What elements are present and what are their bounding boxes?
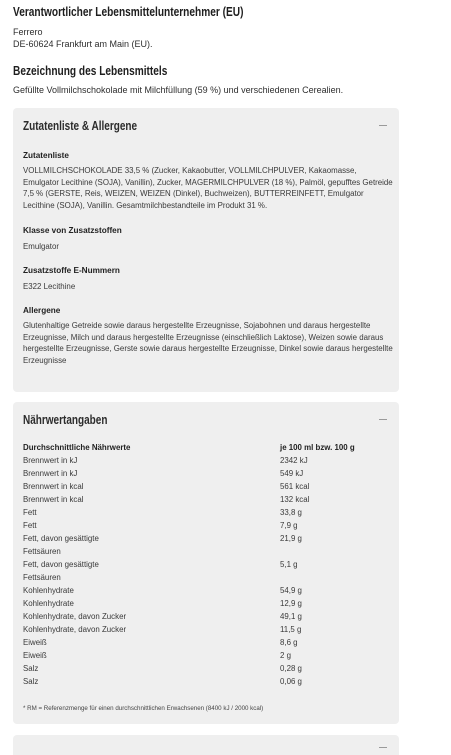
nutrition-row-continuation	[23, 547, 393, 560]
e-numbers-heading: Zusatzstoffe E-Nummern	[23, 266, 120, 275]
next-panel[interactable]	[13, 735, 399, 755]
nutrient-value: 561 kcal	[280, 482, 310, 491]
nutrient-value: 33,8 g	[280, 508, 302, 517]
nutrition-row	[23, 586, 393, 599]
nutrient-value: 54,9 g	[280, 586, 302, 595]
nutrition-row	[23, 651, 393, 664]
nutrient-label: Brennwert in kcal	[23, 482, 84, 491]
nutrient-label: Salz	[23, 677, 39, 686]
nutrient-label: Fett, davon gesättigte	[23, 534, 99, 543]
e-numbers-text: E322 Lecithine	[23, 282, 76, 291]
nutrient-label: Kohlenhydrate, davon Zucker	[23, 625, 127, 634]
operator-heading: Verantwortlicher Lebensmittelunternehmer (EU)	[13, 4, 244, 19]
nutrition-row	[23, 521, 393, 534]
nutrition-footnote: * RM = Referenzmenge für einen durchschnittlichen Erwachsenen (8400 kJ / 2000 kcal)	[23, 705, 264, 712]
collapse-icon[interactable]	[379, 419, 387, 420]
nutrition-panel	[13, 402, 399, 724]
nutrient-value: 49,1 g	[280, 612, 302, 621]
nutrient-label: Kohlenhydrate	[23, 599, 74, 608]
nutrient-label: Brennwert in kcal	[23, 495, 84, 504]
ingredients-text: VOLLMILCHSCHOKOLADE 33,5 % (Zucker, Kakaobutter, VOLLMILCHPULVER, Kakaomasse, Emulgator Lecithine (SOJA), Vanillin), Zucker, MAGERMILCHPULVER (18 %), Palmöl, gepufftes Getreide 7,5 % (GERSTE, Reis, WEIZEN, WEIZEN (Dinkel), Buchweizen), BUTTERREINFETT, Emulgator Lecithine (SOJA), Vanillin. Gesamtmilchbestandteile im Produkt 31 %.	[23, 166, 393, 210]
operator-name: Ferrero	[13, 27, 43, 37]
nutrient-label: Eiweiß	[23, 638, 47, 647]
designation-text: Gefüllte Vollmilchschokolade mit Milchfüllung (59 %) und verschiedenen Cerealien.	[13, 85, 344, 95]
nutrient-label: Fett	[23, 508, 37, 517]
nutrient-value: 8,6 g	[280, 638, 298, 647]
nutrition-col-value: je 100 ml bzw. 100 g	[280, 443, 355, 452]
nutrition-row	[23, 560, 393, 573]
additive-class-heading: Klasse von Zusatzstoffen	[23, 226, 122, 235]
nutrient-label: Kohlenhydrate, davon Zucker	[23, 612, 127, 621]
nutrition-panel-title[interactable]: Nährwertangaben	[23, 413, 108, 427]
ingredients-panel	[13, 108, 399, 392]
nutrient-value: 2 g	[280, 651, 291, 660]
nutrient-value: 0,28 g	[280, 664, 302, 673]
nutrition-table-header	[23, 443, 393, 456]
nutrient-value: 7,9 g	[280, 521, 298, 530]
collapse-icon[interactable]	[379, 125, 387, 126]
nutrient-value: 11,5 g	[280, 625, 302, 634]
nutrition-row-continuation	[23, 573, 393, 586]
nutrition-row	[23, 612, 393, 625]
nutrition-row	[23, 534, 393, 547]
designation-heading: Bezeichnung des Lebensmittels	[13, 63, 168, 78]
nutrient-label: Eiweiß	[23, 651, 47, 660]
nutrient-label: Brennwert in kJ	[23, 456, 78, 465]
nutrient-label: Kohlenhydrate	[23, 586, 74, 595]
nutrient-label: Salz	[23, 664, 39, 673]
nutrient-label: Fettsäuren	[23, 573, 61, 582]
nutrient-value: 0,06 g	[280, 677, 302, 686]
nutrient-value: 12,9 g	[280, 599, 302, 608]
nutrient-label: Fett	[23, 521, 37, 530]
nutrient-value: 549 kJ	[280, 469, 304, 478]
nutrition-row	[23, 456, 393, 469]
nutrition-row	[23, 599, 393, 612]
ingredients-panel-title[interactable]: Zutatenliste & Allergene	[23, 119, 138, 133]
allergens-heading: Allergene	[23, 306, 61, 315]
operator-address: DE-60624 Frankfurt am Main (EU).	[13, 39, 153, 49]
nutrition-row	[23, 508, 393, 521]
nutrient-value: 2342 kJ	[280, 456, 308, 465]
nutrient-label: Fett, davon gesättigte	[23, 560, 99, 569]
nutrient-value: 21,9 g	[280, 534, 302, 543]
nutrition-row	[23, 482, 393, 495]
nutrition-row	[23, 664, 393, 677]
nutrient-value: 132 kcal	[280, 495, 310, 504]
nutrition-row	[23, 638, 393, 651]
nutrient-value: 5,1 g	[280, 560, 298, 569]
ingredients-heading: Zutatenliste	[23, 151, 69, 160]
nutrition-row	[23, 495, 393, 508]
nutrition-col-label: Durchschnittliche Nährwerte	[23, 443, 131, 452]
additive-class-text: Emulgator	[23, 242, 59, 251]
nutrition-row	[23, 469, 393, 482]
nutrition-row	[23, 677, 393, 690]
nutrient-label: Brennwert in kJ	[23, 469, 78, 478]
nutrition-row	[23, 625, 393, 638]
allergens-text: Glutenhaltige Getreide sowie daraus hergestellte Erzeugnisse, Sojabohnen und daraus hergestellte Erzeugnisse, Milch und daraus hergestellte Erzeugnisse (einschließlich Laktose), Weizen sowie daraus hergestellte Erzeugnisse, Gerste sowie daraus hergestellte Erzeugnisse, Dinkel sowie daraus hergestellte Erzeugnisse	[23, 321, 393, 365]
nutrient-label: Fettsäuren	[23, 547, 61, 556]
